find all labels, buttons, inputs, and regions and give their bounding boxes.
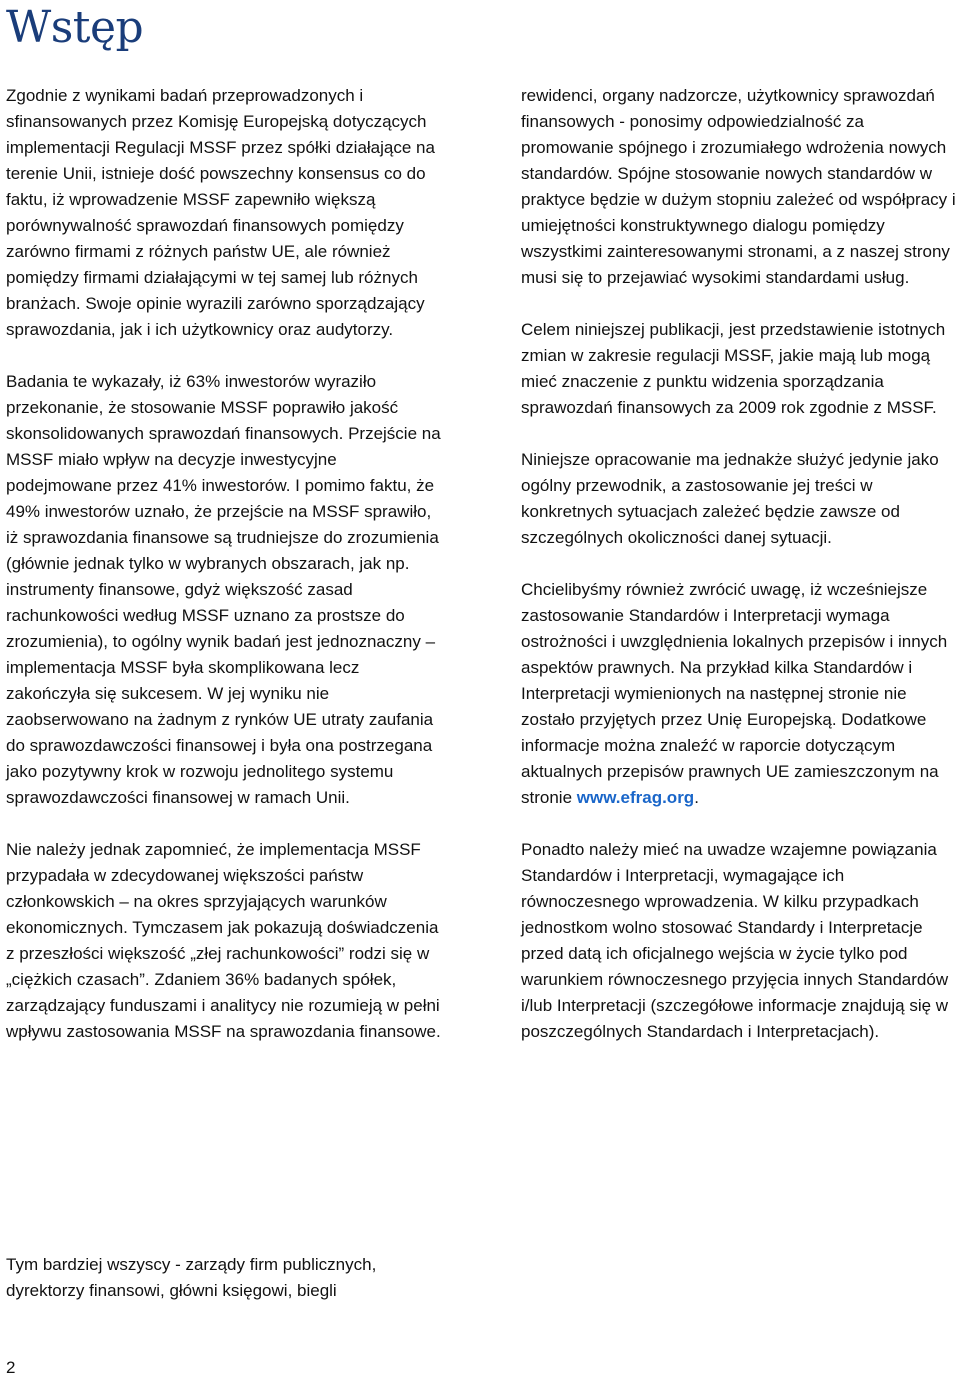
economic-conditions-paragraph: Nie należy jednak zapomnieć, że implementacja MSSF przypadała w zdecydowanej większości państw członkowskich – na okres sprzyjających warunków ekonomicznych. Tymczasem jak pokazują doświadczenia z przeszłości większość „złej rachunkowości” rodzi się w „ciężkich czasach”. Zdaniem 36% badanych spółek, zarządzający funduszami i analitycy nie rozumieją w pełni wpływu zastosowania MSSF na sprawozdania finansowe. <box>6 840 441 1041</box>
research-results-paragraph: Badania te wykazały, iż 63% inwestorów wyraziło przekonanie, że stosowanie MSSF poprawiło jakość skonsolidowanych sprawozdań finansowych. Przejście na MSSF miało wpływ na decyzje inwestycyjne podejmowane przez 41% inwestorów. I pomimo faktu, że 49% inwestorów uznało, że przejście na MSSF sprawiło, iż sprawozdania finansowe są trudniejsze do zrozumienia (głównie jednak tylko w wybranych obszarach, jak np. instrumenty finansowe, gdyż większość zasad rachunkowości według MSSF uznano za prostsze do zrozumienia), to ogólny wynik badań jest jednoznaczny – implementacja MSSF była skomplikowana lecz zakończyła się sukcesem. W jej wyniku nie zaobserwowano na żadnym z rynków UE utraty zaufania do sprawozdawczości finansowej i była ona postrzegana jako pozytywny krok w rozwoju jednolitego systemu sprawozdawczości finansowej w ramach Unii. <box>6 372 441 807</box>
early-adoption-text: Chcielibyśmy również zwrócić uwagę, iż wcześniejsze zastosowanie Standardów i Interpretacji wymaga ostrożności i uwzględnienia lokalnych przepisów i innych aspektów prawnych. Na przykład kilka Standardów i Interpretacji wymienionych na następnej stronie nie zostało przyjętych przez Unię Europejską. Dodatkowe informacje można znaleźć w raporcie dotyczącym aktualnych przepisów prawnych UE zamieszczonym na stronie <box>521 580 948 807</box>
efrag-link[interactable]: www.efrag.org <box>576 788 695 807</box>
continuation-paragraph: Tym bardziej wszyscy - zarządy firm publicznych, dyrektorzy finansowi, główni księgowi, biegli <box>6 1255 377 1300</box>
publication-purpose-paragraph: Celem niniejszej publikacji, jest przedstawienie istotnych zmian w zakresie regulacji MSSF, jakie mają lub mogą mieć znaczenie z punktu widzenia sporządzania sprawozdań finansowych za 2009 rok zgodnie z MSSF. <box>521 320 946 417</box>
left-column <box>6 83 446 1071</box>
page-number: 2 <box>6 1358 16 1377</box>
efrag-period: . <box>694 788 699 807</box>
right-column <box>521 83 957 1071</box>
page-title: Wstęp <box>6 2 144 53</box>
responsibility-paragraph: rewidenci, organy nadzorcze, użytkownicy sprawozdań finansowych - ponosimy odpowiedzialność za promowanie spójnego i zrozumiałego wdrożenia nowych standardów. Spójne stosowanie nowych standardów w praktyce będzie w dużym stopniu zależeć od współpracy i umiejętności konstruktywnego dialogu pomiędzy wszystkimi zainteresowanymi stronami, a z naszej strony musi się to przejawiać wysokimi standardami usług. <box>521 86 956 287</box>
intro-paragraph: Zgodnie z wynikami badań przeprowadzonych i sfinansowanych przez Komisję Europejską dotyczących implementacji Regulacji MSSF przez spółki działające na terenie Unii, istnieje dość powszechny konsensus co do faktu, iż wprowadzenie MSSF zapewniło większą porównywalność sprawozdań finansowych pomiędzy zarówno firmami z różnych państw UE, ale również pomiędzy firmami działającymi w tej samej lub różnych branżach. Swoje opinie wyrazili zarówno sporządzający sprawozdania, jak i ich użytkownicy oraz audytorzy. <box>6 86 435 339</box>
interrelations-paragraph: Ponadto należy mieć na uwadze wzajemne powiązania Standardów i Interpretacji, wymagające ich równoczesnego wprowadzenia. W kilku przypadkach jednostkom wolno stosować Standardy i Interpretacje przed datą ich oficjalnego wejścia w życie tylko pod warunkiem równoczesnego przyjęcia innych Standardów i/lub Interpretacji (szczegółowe informacje znajdują się w poszczególnych Standardach i Interpretacjach). <box>521 840 949 1041</box>
guide-disclaimer-paragraph: Niniejsze opracowanie ma jednakże służyć jedynie jako ogólny przewodnik, a zastosowanie jej treści w konkretnych sytuacjach zależeć będzie zawsze od szczególnych okoliczności danej sytuacji. <box>521 450 939 547</box>
early-adoption-paragraph <box>521 577 957 811</box>
